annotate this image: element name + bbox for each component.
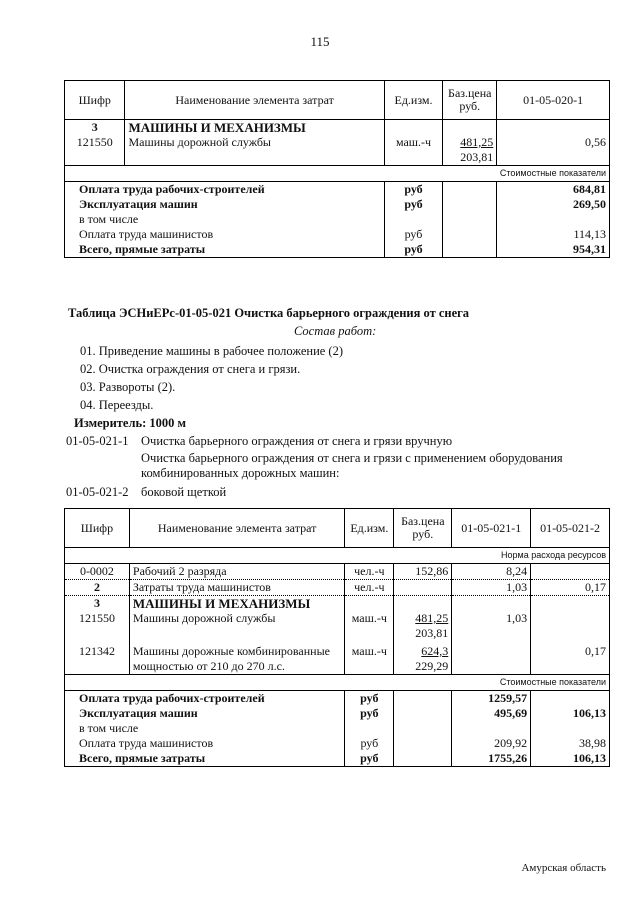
item-code-1: 01-05-021-1 [66,434,129,448]
header-price: Баз.цена руб. [394,509,452,548]
page-number: 115 [310,34,330,49]
step-4: 04. Переезды. [80,398,154,412]
header-name: Наименование элемента затрат [125,81,384,120]
cost-label: Стоимостные показатели [497,166,610,182]
total-row: Оплата труда рабочих-строителей руб 684,81 [65,182,610,198]
item-description-2: комбинированных дорожных машин: [141,466,340,480]
header-col-2: 01-05-021-2 [531,509,610,548]
table-row: 3 МАШИНЫ И МЕХАНИЗМЫ [65,596,610,612]
total-row: Эксплуатация машин руб 269,50 [65,197,610,212]
total-row: Оплата труда машинистов руб 209,92 38,98 [65,736,610,751]
total-row: в том числе [65,721,610,736]
table-row: 0-0002 Рабочий 2 разряда чел.-ч 152,86 8,24 [65,564,610,580]
header-unit: Ед.изм. [384,81,443,120]
section-title: Таблица ЭСНиЕРс-01-05-021 Очистка барьерного ограждения от снега [68,306,470,320]
table-row: 121342 Машины дорожные комбинированные мощностью от 210 до 270 л.с. маш.-ч 624,3 229,29 0,17 [65,641,610,675]
total-row: Оплата труда рабочих-строителей руб 1259,57 [65,691,610,707]
header-code: Шифр [65,509,130,548]
total-row: Оплата труда машинистов руб 114,13 [65,227,610,242]
table-row: 2 Затраты труда машинистов чел.-ч 1,03 0,17 [65,580,610,596]
header-code: Шифр [65,81,125,120]
total-row: Всего, прямые затраты руб 954,31 [65,242,610,258]
table-row: 121550 Машины дорожной службы маш.-ч 481,25 203,81 0,56 [65,135,610,166]
total-row: Всего, прямые затраты руб 1755,26 106,13 [65,751,610,767]
table-row: 121550 Машины дорожной службы маш.-ч 481,25 203,81 1,03 [65,611,610,641]
region-footer: Амурская область [521,862,606,874]
cost-table-2 [64,508,610,767]
header-unit: Ед.изм. [345,509,394,548]
cost-table-1 [64,80,610,258]
meter: Измеритель: 1000 м [74,416,187,430]
item-code-2: 01-05-021-2 [66,485,129,499]
composition-heading: Состав работ: [294,324,377,338]
item-description-1: Очистка барьерного ограждения от снега и грязи с применением оборудования [141,451,563,465]
step-2: 02. Очистка ограждения от снега и грязи. [80,362,301,376]
table-row: 3 МАШИНЫ И МЕХАНИЗМЫ [65,120,610,136]
header-col-1: 01-05-020-1 [497,81,610,120]
total-row: в том числе [65,212,610,227]
total-row: Эксплуатация машин руб 495,69 106,13 [65,706,610,721]
header-price: Баз.цена руб. [443,81,497,120]
step-1: 01. Приведение машины в рабочее положение (2) [80,344,344,358]
header-name: Наименование элемента затрат [129,509,344,548]
item-text-1: Очистка барьерного ограждения от снега и грязи вручную [141,434,453,448]
item-text-2: боковой щеткой [141,485,227,499]
cost-label: Стоимостные показатели [452,675,610,691]
header-col-1: 01-05-021-1 [452,509,531,548]
norm-label: Норма расхода ресурсов [452,548,610,564]
step-3: 03. Развороты (2). [80,380,176,394]
